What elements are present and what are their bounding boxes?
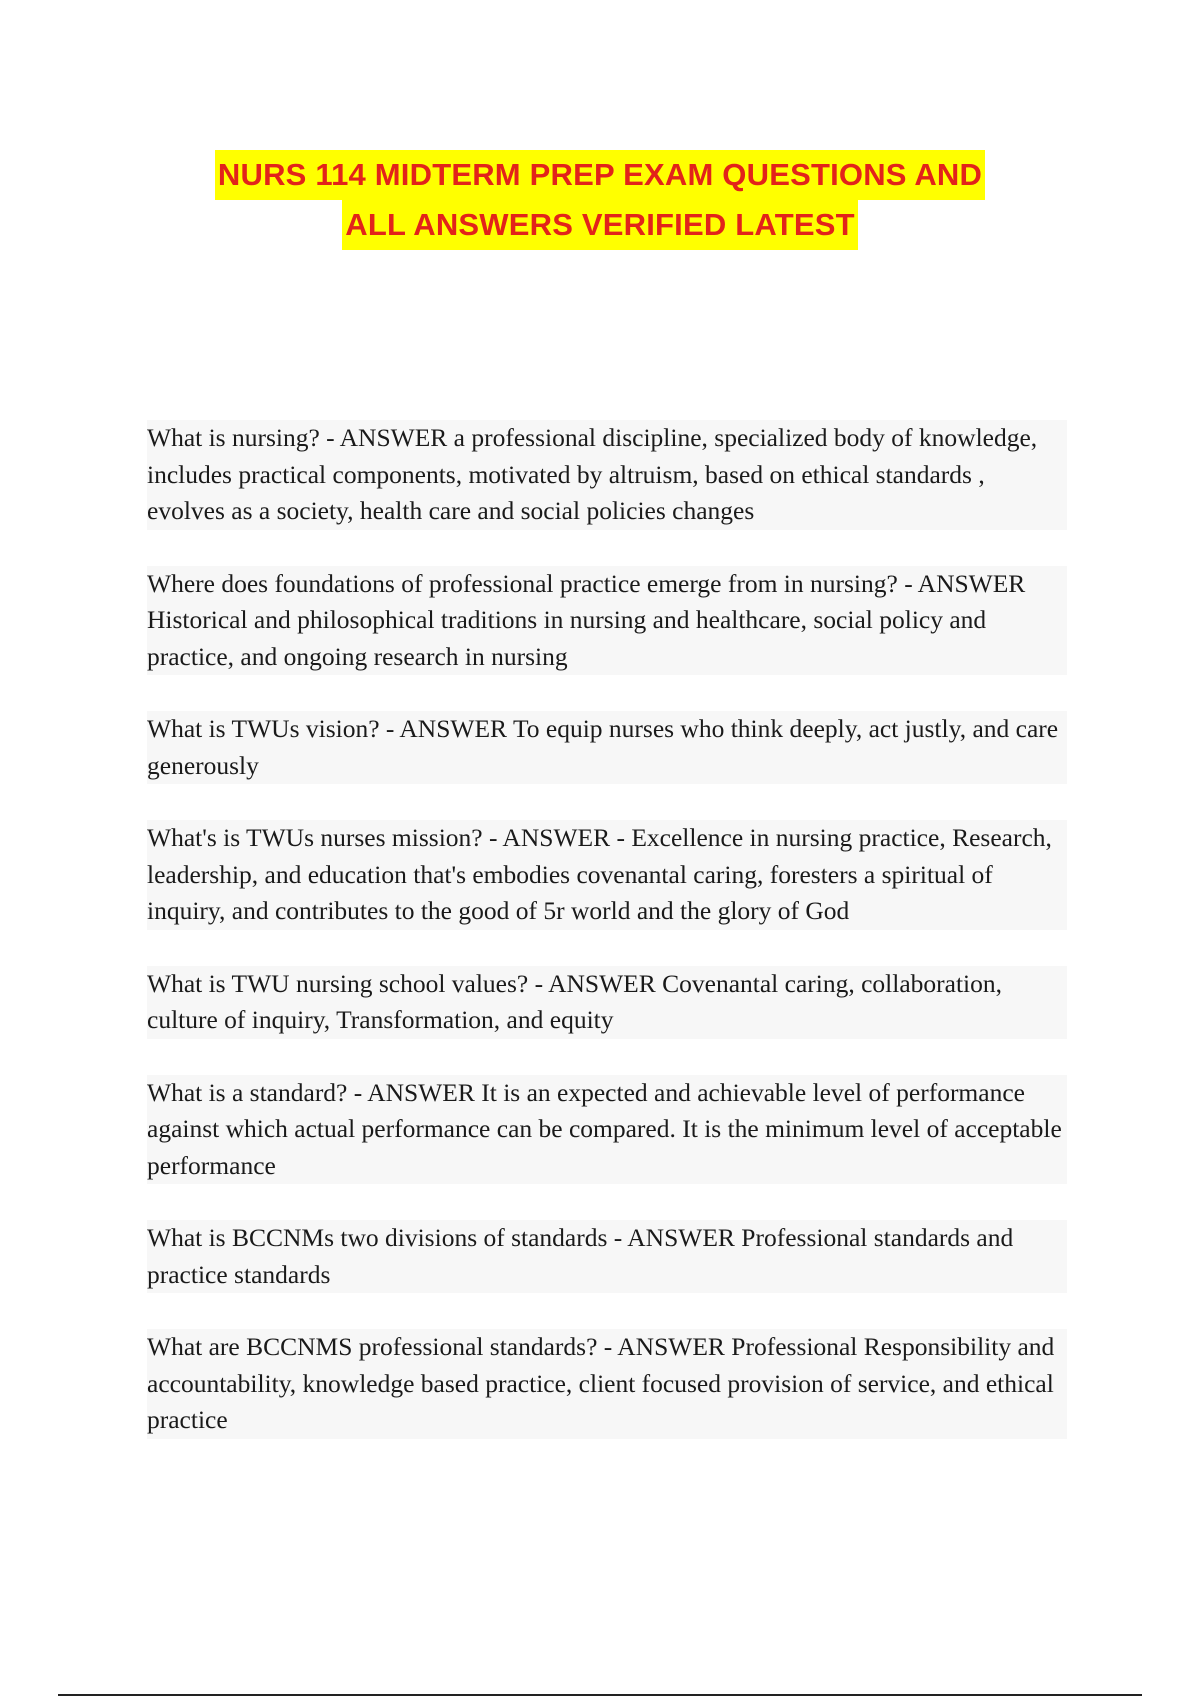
title-line-2: ALL ANSWERS VERIFIED LATEST: [342, 200, 857, 250]
qa-item-divisions: What is BCCNMs two divisions of standards - ANSWER Professional standards and practice standards: [147, 1220, 1067, 1293]
qa-item-values: What is TWU nursing school values? - ANSWER Covenantal caring, collaboration, culture of inquiry, Transformation, and equity: [147, 966, 1067, 1039]
title-line-1: NURS 114 MIDTERM PREP EXAM QUESTIONS AND: [215, 150, 985, 200]
qa-item-nursing: What is nursing? - ANSWER a professional discipline, specialized body of knowledge, includes practical components, motivated by altruism, based on ethical standards , evolves as a society, health care and social policies changes: [147, 420, 1067, 530]
qa-item-standard: What is a standard? - ANSWER It is an expected and achievable level of performance against which actual performance can be compared. It is the minimum level of acceptable performance: [147, 1075, 1067, 1185]
qa-list: [147, 420, 1067, 1475]
qa-item-vision: What is TWUs vision? - ANSWER To equip nurses who think deeply, act justly, and care generously: [147, 711, 1067, 784]
qa-item-professional-standards: What are BCCNMS professional standards? - ANSWER Professional Responsibility and accountability, knowledge based practice, client focused provision of service, and ethical practice: [147, 1329, 1067, 1439]
document-title: [0, 150, 1200, 250]
qa-item-mission: What's is TWUs nurses mission? - ANSWER - Excellence in nursing practice, Research, leadership, and education that's embodies covenantal caring, foresters a spiritual of inquiry, and contributes to the good of 5r world and the glory of God: [147, 820, 1067, 930]
qa-item-foundations: Where does foundations of professional practice emerge from in nursing? - ANSWER Historical and philosophical traditions in nursing and healthcare, social policy and practice, and ongoing research in nursing: [147, 566, 1067, 676]
footer-divider: [58, 1694, 1142, 1696]
